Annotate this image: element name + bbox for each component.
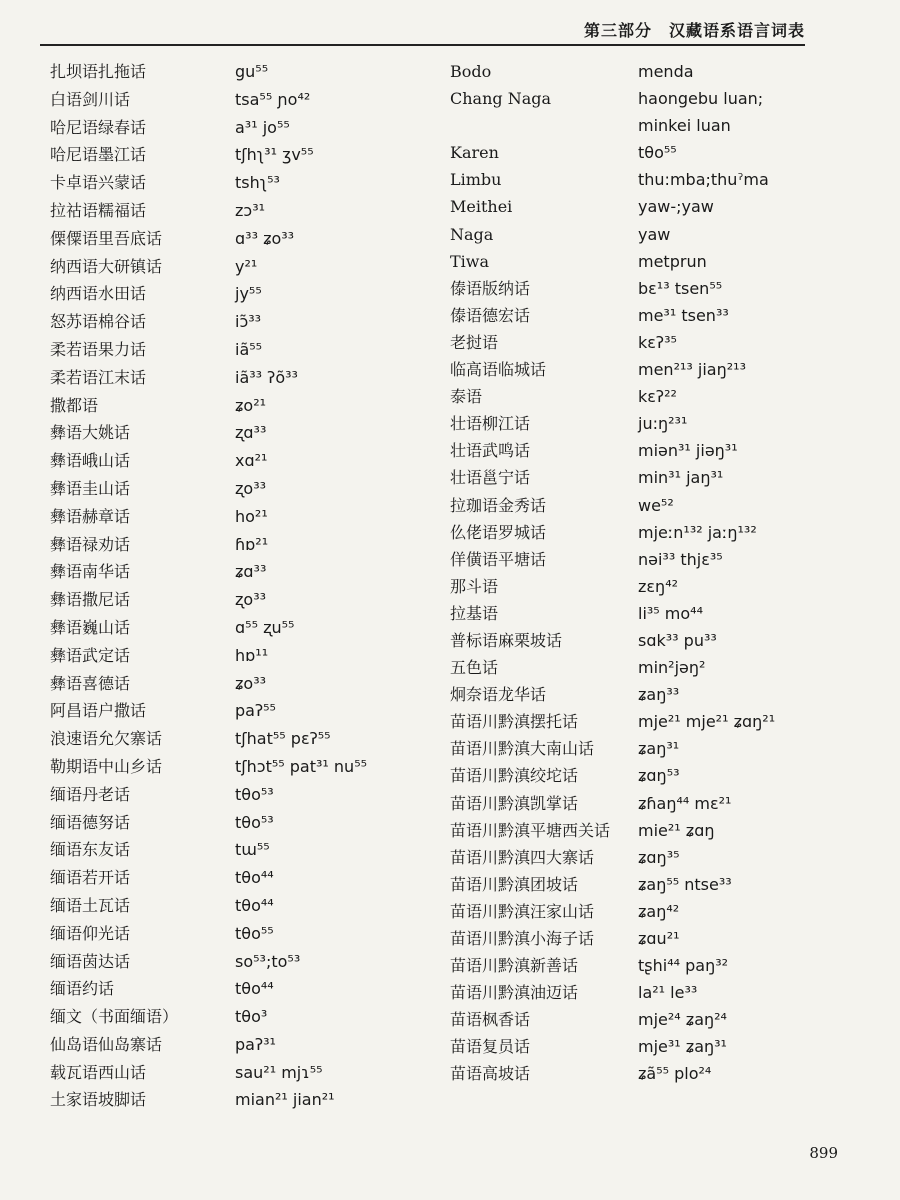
word-entry-row	[50, 1086, 430, 1114]
dialect-name: 苗语川黔滇汪家山话	[450, 901, 595, 921]
word-entry-row	[450, 627, 870, 654]
phonetic-form: ʑɑ³³	[235, 562, 267, 582]
dialect-name: 那斗语	[450, 576, 499, 596]
phonetic-form: tθo⁴⁴	[235, 979, 274, 999]
dialect-name: 纳西语大研镇话	[50, 256, 163, 276]
phonetic-form: tθo⁵⁵	[235, 923, 274, 943]
word-entry-row	[450, 681, 870, 708]
phonetic-form: tθo⁵⁵	[638, 143, 677, 163]
word-entry-row	[50, 531, 430, 559]
word-entry-row	[450, 1006, 870, 1033]
dialect-name: 壮语柳江话	[450, 414, 531, 434]
word-entry-row	[450, 248, 870, 275]
phonetic-form: ʑɑŋ⁵³	[638, 766, 680, 786]
word-entry-row	[50, 419, 430, 447]
phonetic-form: mje²⁴ ʑaŋ²⁴	[638, 1010, 727, 1030]
dialect-name: 哈尼语绿春话	[50, 117, 147, 137]
phonetic-form: iã⁵⁵	[235, 339, 263, 359]
dialect-name: 泰语	[450, 387, 483, 407]
dialect-name: 彝语撒尼话	[50, 590, 131, 610]
word-entry-row	[50, 280, 430, 308]
word-entry-row	[450, 573, 870, 600]
phonetic-form: yaw	[638, 224, 671, 244]
phonetic-form: hɒ¹¹	[235, 645, 269, 665]
phonetic-form: tθo³	[235, 1007, 268, 1027]
dialect-name: 扎坝语扎拖话	[50, 62, 147, 81]
dialect-name: 普标语麻栗坡话	[450, 630, 563, 650]
dialect-name: 苗语高坡话	[450, 1064, 531, 1084]
word-entry-row	[50, 392, 430, 420]
dialect-name: 彝语南华话	[50, 562, 131, 582]
word-entry-row	[50, 225, 430, 253]
dialect-name: 苗语川黔滇四大寨话	[450, 847, 595, 867]
phonetic-form: tθo⁴⁴	[235, 868, 274, 888]
dialect-name: 缅语东友话	[50, 840, 131, 860]
phonetic-form: ʑaŋ⁵⁵ ntse³³	[638, 874, 732, 894]
word-entry-row	[50, 697, 430, 725]
word-entry-row	[450, 898, 870, 925]
word-entry-row	[50, 809, 430, 837]
word-entry-row	[50, 503, 430, 531]
word-entry-row	[450, 302, 870, 329]
dialect-name: 苗语川黔滇绞坨话	[450, 766, 579, 786]
word-entry-row	[450, 58, 870, 85]
phonetic-form: we⁵²	[638, 495, 674, 515]
dialect-name: 柔若语江末话	[50, 367, 147, 387]
word-entry-row	[450, 844, 870, 871]
word-entry-row	[450, 492, 870, 519]
word-entry-row	[50, 197, 430, 225]
word-entry-row	[50, 642, 430, 670]
word-entry-row	[50, 892, 430, 920]
phonetic-form: mian²¹ jian²¹	[235, 1090, 335, 1110]
dialect-name: 拉珈语金秀话	[450, 495, 547, 515]
dialect-name: 载瓦语西山话	[50, 1062, 147, 1082]
word-entry-row	[450, 166, 870, 193]
phonetic-form: mjeːn¹³² jaːŋ¹³²	[638, 522, 757, 542]
phonetic-form: min³¹ jaŋ³¹	[638, 468, 724, 488]
dialect-name: 纳西语水田话	[50, 284, 147, 304]
word-entry-row	[50, 781, 430, 809]
word-entry-row	[450, 410, 870, 437]
phonetic-form: so⁵³;to⁵³	[235, 951, 301, 971]
phonetic-form: mje²¹ mje²¹ ʑɑŋ²¹	[638, 712, 776, 732]
word-entry-row	[50, 114, 430, 142]
phonetic-form: ʑaŋ³³	[638, 685, 680, 705]
word-entry-row	[50, 725, 430, 753]
word-entry-row	[50, 920, 430, 948]
phonetic-form: haongebu luan;	[638, 89, 764, 109]
word-entry-row	[450, 329, 870, 356]
phonetic-form: tʃhʅ³¹ ʒv⁵⁵	[235, 145, 314, 165]
phonetic-form: tθo⁵³	[235, 784, 274, 804]
dialect-name: 缅语若开话	[50, 868, 131, 888]
dialect-name: 苗语川黔滇团坡话	[450, 874, 579, 894]
dialect-name: 缅文（书面缅语）	[50, 1007, 179, 1027]
word-entry-row	[50, 975, 430, 1003]
dialect-name: 土家语坡脚话	[50, 1090, 147, 1110]
running-header	[40, 14, 805, 46]
word-entry-row	[50, 864, 430, 892]
dialect-name: 傣语德宏话	[450, 305, 531, 325]
dialect-name: 缅语仰光话	[50, 923, 131, 943]
dialect-name: 怒苏语棉谷话	[50, 312, 147, 332]
dialect-name: Limbu	[450, 170, 502, 190]
dialect-name: 临高语临城话	[450, 360, 547, 380]
dialect-name: 彝语禄劝话	[50, 534, 131, 554]
phonetic-form: sɑk³³ pu³³	[638, 630, 717, 650]
phonetic-form: ʐo³³	[235, 590, 267, 610]
phonetic-form: ɑ⁵⁵ ʐu⁵⁵	[235, 617, 295, 637]
phonetic-form: paʔ⁵⁵	[235, 701, 276, 721]
word-entry-row	[50, 753, 430, 781]
dialect-name: 白语剑川话	[50, 89, 131, 109]
word-entry-row	[450, 546, 870, 573]
word-entry-row	[50, 586, 430, 614]
word-entry-row	[450, 735, 870, 762]
word-entry-row	[50, 1031, 430, 1059]
section-title: 第三部分 汉藏语系语言词表	[583, 21, 805, 40]
word-entry-row	[450, 464, 870, 491]
word-entry-row	[50, 336, 430, 364]
phonetic-form: metprun	[638, 251, 707, 271]
dialect-name: 仙岛语仙岛寨话	[50, 1034, 163, 1054]
page-number: 899	[809, 1144, 838, 1162]
phonetic-form: menda	[638, 62, 694, 81]
word-entry-row	[450, 1033, 870, 1060]
phonetic-form: a³¹ jo⁵⁵	[235, 117, 290, 137]
phonetic-form: tʂhi⁴⁴ paŋ³²	[638, 956, 729, 976]
dialect-name: 柔若语果力话	[50, 339, 147, 359]
dialect-name: 彝语巍山话	[50, 617, 131, 637]
phonetic-form: iã³³ ʔõ³³	[235, 367, 298, 387]
phonetic-form: ʐo³³	[235, 478, 267, 498]
dialect-name: Bodo	[450, 62, 492, 81]
word-entry-row	[50, 364, 430, 392]
word-entry-row	[450, 383, 870, 410]
word-entry-row	[50, 141, 430, 169]
word-entry-row	[50, 948, 430, 976]
word-entry-row	[50, 836, 430, 864]
phonetic-form: minkei luan	[638, 116, 731, 136]
dialect-name: Karen	[450, 143, 499, 163]
dialect-name: 壮语邕宁话	[450, 468, 531, 488]
dialect-name: 苗语川黔滇摆托话	[450, 712, 579, 732]
dialect-name: 浪速语允欠寨话	[50, 729, 163, 749]
word-entry-row	[50, 1059, 430, 1087]
word-entry-row	[450, 85, 870, 112]
word-entry-row	[450, 654, 870, 681]
phonetic-form: bɛ¹³ tsen⁵⁵	[638, 278, 723, 298]
phonetic-form: ju:ŋ²³¹	[638, 414, 688, 434]
word-entry-row	[50, 253, 430, 281]
phonetic-form: min²jəŋ²	[638, 658, 706, 678]
dialect-name: 苗语川黔滇小海子话	[450, 929, 595, 948]
phonetic-form: tθo⁴⁴	[235, 895, 274, 915]
word-entry-row	[450, 437, 870, 464]
phonetic-form: tʃhɔt⁵⁵ pat³¹ nu⁵⁵	[235, 756, 368, 776]
dialect-name: 拉祜语糯福话	[50, 200, 147, 220]
word-entry-row	[50, 475, 430, 503]
dialect-name: 苗语川黔滇大南山话	[450, 739, 595, 759]
dialect-name: 傣语版纳话	[450, 278, 531, 298]
dialect-name: 撒都语	[50, 395, 99, 415]
phonetic-form: ʑaŋ³¹	[638, 739, 680, 759]
dialect-name: 老挝语	[450, 332, 499, 352]
phonetic-form: mie²¹ ʑɑŋ	[638, 820, 715, 840]
word-entry-row	[450, 519, 870, 546]
word-entry-row	[50, 447, 430, 475]
dialect-name: 苗语川黔滇油迈话	[450, 983, 579, 1003]
dialect-name: 彝语圭山话	[50, 478, 131, 498]
phonetic-form: gu⁵⁵	[235, 62, 269, 81]
phonetic-form: yaw-;yaw	[638, 197, 714, 217]
word-entry-row	[450, 356, 870, 383]
word-entry-row	[450, 952, 870, 979]
dialect-name: 彝语大姚话	[50, 423, 131, 443]
dialect-name: 彝语武定话	[50, 645, 131, 665]
dialect-name: 卡卓语兴蒙话	[50, 173, 147, 193]
dialect-name: 缅语德努话	[50, 812, 131, 832]
phonetic-form: la²¹ le³³	[638, 983, 698, 1003]
dialect-name: Meithei	[450, 197, 513, 217]
dialect-name: 哈尼语墨江话	[50, 145, 147, 165]
dialect-name: 彝语峨山话	[50, 451, 131, 471]
dialect-name: 苗语枫香话	[450, 1010, 531, 1030]
word-entry-row	[450, 600, 870, 627]
phonetic-form: paʔ³¹	[235, 1034, 276, 1054]
dialect-name: 仫佬语罗城话	[450, 522, 547, 542]
word-entry-row	[50, 169, 430, 197]
word-entry-row	[50, 58, 430, 86]
phonetic-form: ʑɑŋ³⁵	[638, 847, 680, 867]
word-entry-row	[450, 275, 870, 302]
dialect-name: 佯僙语平塘话	[450, 549, 547, 569]
phonetic-form: ʑɑu²¹	[638, 929, 680, 948]
dialect-name: Naga	[450, 224, 494, 244]
word-entry-row	[450, 112, 870, 139]
phonetic-form: tɯ⁵⁵	[235, 840, 270, 860]
word-entry-row	[50, 1003, 430, 1031]
phonetic-form: iɔ̃³³	[235, 312, 262, 332]
word-entry-row	[50, 86, 430, 114]
word-entry-row	[50, 670, 430, 698]
dialect-name: 苗语川黔滇凯掌话	[450, 793, 579, 813]
left-column	[50, 58, 430, 1114]
phonetic-form: y²¹	[235, 256, 258, 276]
dialect-name: 缅语茵达话	[50, 951, 131, 971]
word-entry-row	[450, 871, 870, 898]
right-column	[450, 58, 870, 1088]
dialect-name: Tiwa	[450, 251, 490, 271]
phonetic-form: tsa⁵⁵ ɲo⁴²	[235, 89, 311, 109]
dialect-name: 壮语武鸣话	[450, 441, 531, 461]
dialect-name: 勒期语中山乡话	[50, 756, 163, 776]
word-entry-row	[50, 614, 430, 642]
phonetic-form: mje³¹ ʑaŋ³¹	[638, 1037, 727, 1057]
phonetic-form: zɔ³¹	[235, 200, 266, 220]
phonetic-form: ɑ³³ ʑo³³	[235, 228, 295, 248]
phonetic-form: kɛʔ²²	[638, 387, 677, 407]
phonetic-form: ʑã⁵⁵ plo²⁴	[638, 1064, 712, 1084]
phonetic-form: tθo⁵³	[235, 812, 274, 832]
word-entry-row	[450, 817, 870, 844]
word-entry-row	[450, 762, 870, 789]
dialect-name: 苗语川黔滇平塘西关话	[450, 820, 611, 840]
dialect-name: 缅语土瓦话	[50, 895, 131, 915]
phonetic-form: sau²¹ mjɿ⁵⁵	[235, 1062, 323, 1082]
phonetic-form: tʃhat⁵⁵ pɛʔ⁵⁵	[235, 729, 331, 749]
phonetic-form: men²¹³ jiaŋ²¹³	[638, 360, 746, 380]
phonetic-form: tshʅ⁵³	[235, 173, 280, 193]
word-entry-row	[450, 139, 870, 166]
dialect-name: 五色话	[450, 658, 499, 678]
dialect-name: 拉基语	[450, 603, 499, 623]
phonetic-form: li³⁵ mo⁴⁴	[638, 603, 704, 623]
word-entry-row	[450, 221, 870, 248]
phonetic-form: ʑaŋ⁴²	[638, 901, 680, 921]
phonetic-form: me³¹ tsen³³	[638, 305, 729, 325]
phonetic-form: zɛŋ⁴²	[638, 576, 679, 596]
word-entry-row	[450, 193, 870, 220]
dialect-name: 苗语复员话	[450, 1037, 531, 1057]
phonetic-form: ʐɑ³³	[235, 423, 267, 443]
word-entry-row	[450, 1060, 870, 1087]
word-entry-row	[450, 790, 870, 817]
phonetic-form: jy⁵⁵	[235, 284, 262, 304]
dialect-name: 彝语喜德话	[50, 673, 131, 693]
dialect-name: 傈僳语里吾底话	[50, 228, 163, 248]
dialect-name: 阿昌语户撒话	[50, 701, 147, 721]
phonetic-form: ʑo³³	[235, 673, 267, 693]
phonetic-form: ʑɦaŋ⁴⁴ mɛ²¹	[638, 793, 732, 813]
phonetic-form: ho²¹	[235, 506, 268, 526]
dialect-name: 炯奈语龙华话	[450, 685, 547, 705]
dialect-name: Chang Naga	[450, 89, 552, 109]
word-entry-row	[50, 308, 430, 336]
dialect-name: 彝语赫章话	[50, 506, 131, 526]
dialect-name: 缅语丹老话	[50, 784, 131, 804]
word-entry-row	[450, 979, 870, 1006]
phonetic-form: kɛʔ³⁵	[638, 332, 677, 352]
phonetic-form: xɑ²¹	[235, 451, 268, 471]
phonetic-form: miən³¹ jiəŋ³¹	[638, 441, 738, 461]
word-entry-row	[450, 708, 870, 735]
dialect-name: 缅语约话	[50, 979, 115, 999]
phonetic-form: nəi³³ thjɛ³⁵	[638, 549, 723, 569]
phonetic-form: thu:mba;thuˀma	[638, 170, 769, 190]
dialect-name: 苗语川黔滇新善话	[450, 956, 579, 976]
phonetic-form: ʑo²¹	[235, 395, 267, 415]
word-entry-row	[450, 925, 870, 952]
phonetic-form: ɦɒ²¹	[235, 534, 269, 554]
word-entry-row	[50, 558, 430, 586]
